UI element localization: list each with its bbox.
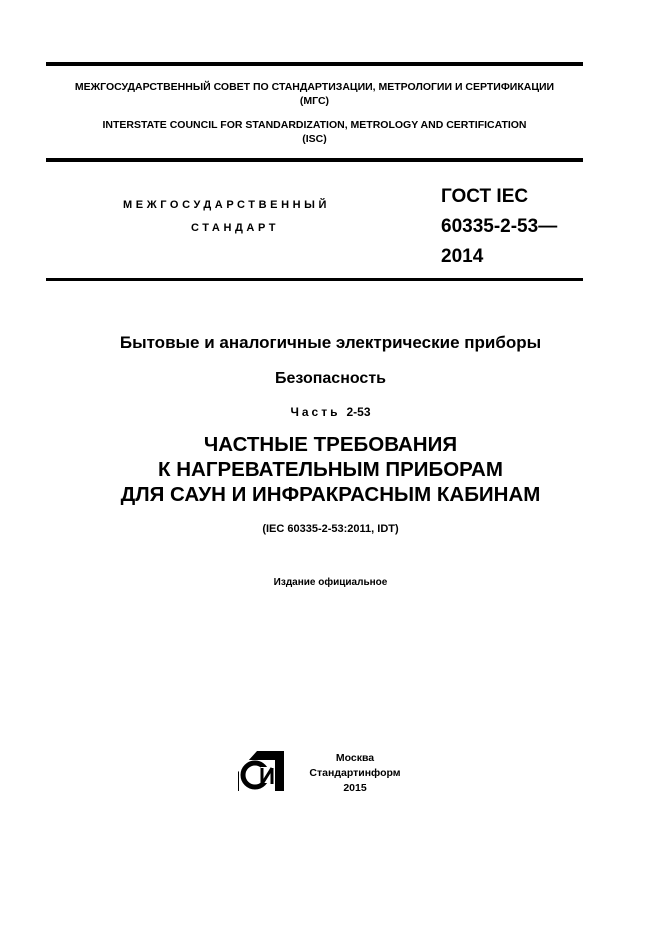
standard-number-line2: 60335-2-53— [441, 216, 558, 237]
standard-number [441, 182, 591, 272]
document-title: Бытовые и аналогичные электрические приборы [119, 333, 542, 352]
council-name-ru [46, 80, 583, 108]
council-abbr-ru: (МГС) [299, 95, 330, 107]
part-word: Часть [290, 405, 341, 419]
standard-number-line3: 2014 [441, 246, 484, 267]
publisher-name: Стандартинформ [309, 767, 401, 779]
edition-note: Издание официальное [273, 577, 388, 588]
bottom-rule [46, 278, 583, 281]
publisher-block [300, 751, 410, 796]
council-name-ru-line1: МЕЖГОСУДАРСТВЕННЫЙ СОВЕТ ПО СТАНДАРТИЗАЦИИ, МЕТРОЛОГИИ И СЕРТИФИКАЦИИ [74, 81, 555, 93]
subject-line2: К НАГРЕВАТЕЛЬНЫМ ПРИБОРАМ [158, 458, 503, 481]
standard-label-line1: МЕЖГОСУДАРСТВЕННЫЙ [123, 199, 331, 211]
middle-rule [46, 158, 583, 162]
publisher-city: Москва [335, 752, 375, 764]
part-label [0, 405, 661, 419]
publication-year: 2015 [343, 782, 367, 794]
council-name-en-line1: INTERSTATE COUNCIL FOR STANDARDIZATION, METROLOGY AND CERTIFICATION [102, 119, 527, 131]
council-name-en [46, 118, 583, 146]
subject-line3: ДЛЯ САУН И ИНФРАКРАСНЫМ КАБИНАМ [120, 483, 541, 506]
top-rule [46, 62, 583, 66]
iec-reference: (IEC 60335-2-53:2011, IDT) [262, 523, 399, 535]
standard-number-line1: ГОСТ IEC [441, 186, 529, 207]
document-subtitle: Безопасность [275, 370, 386, 387]
subject-line1: ЧАСТНЫЕ ТРЕБОВАНИЯ [203, 433, 458, 456]
standartinform-logo-icon [235, 750, 285, 792]
standard-label-line2: СТАНДАРТ [191, 222, 280, 234]
part-number: 2-53 [346, 405, 371, 419]
document-subject [0, 432, 661, 507]
council-abbr-en: (ISC) [302, 133, 327, 145]
